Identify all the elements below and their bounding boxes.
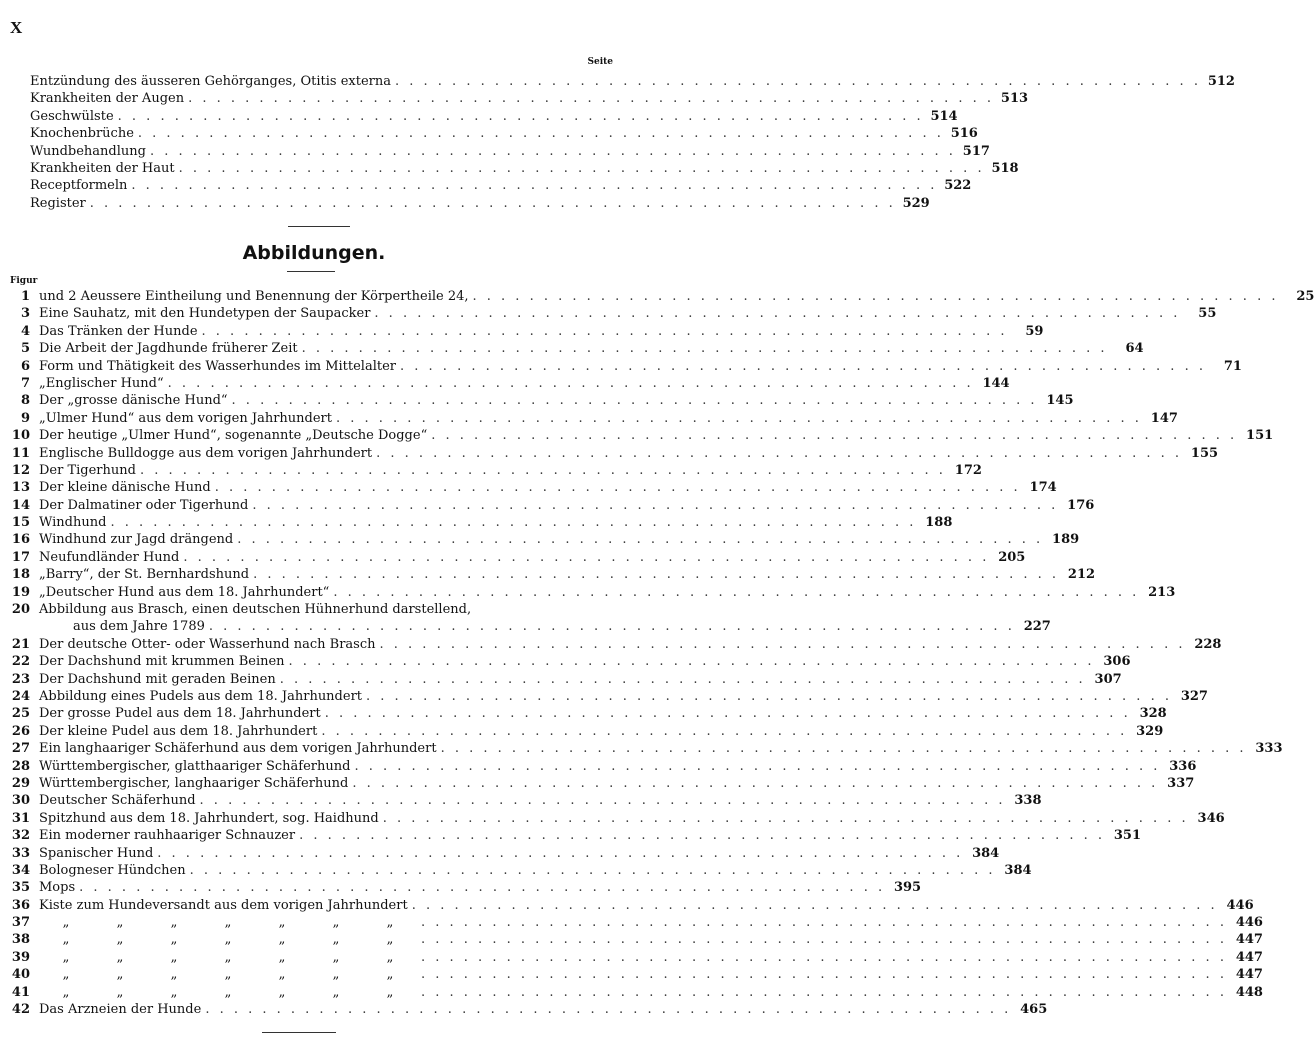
dot-leader: . . . . . . . . . . . . . . . . . . . . . . . . . . . . . . . . . . . . . . . . . . . . . . . . . . . . . . . . .: [431, 428, 1238, 444]
figure-number: 25: [11, 706, 30, 722]
figure-title: Windhund: [39, 515, 107, 531]
figure-page: 446: [1235, 915, 1263, 931]
figure-page: 336: [1169, 758, 1197, 774]
dot-leader: . . . . . . . . . . . . . . . . . . . . . . . . . . . . . . . . . . . . . . . . . . . . . . . . . . . . . . . . .: [149, 143, 956, 159]
dot-leader: . . . . . . . . . . . . . . . . . . . . . . . . . . . . . . . . . . . . . . . . . . . . . . . . . . . . . . . . .: [301, 341, 1108, 357]
figure-title: Deutscher Schäferhund: [39, 793, 196, 809]
figure-number: 8: [20, 393, 30, 409]
dot-leader: . . . . . . . . . . . . . . . . . . . . . . . . . . . . . . . . . . . . . . . . . . . . . . . . . . . . . . . . .: [253, 567, 1060, 583]
figure-entry: [8, 654, 1131, 671]
figure-page: 64: [1125, 341, 1144, 357]
figure-entry: [8, 758, 1197, 776]
dot-leader: . . . . . . . . . . . . . . . . . . . . . . . . . . . . . . . . . . . . . . . . . . . . . . . . . . . . . . . . .: [139, 462, 946, 478]
dot-leader: . . . . . . . . . . . . . . . . . . . . . . . . . . . . . . . . . . . . . . . . . . . . . . . . . . . . . . . . .: [188, 91, 995, 107]
toc-entry: [30, 178, 972, 195]
figure-entry: [8, 845, 1000, 863]
figure-entry: [8, 341, 1144, 358]
figure-title: Der Dachshund mit geraden Beinen: [39, 671, 276, 687]
figure-entry: [8, 480, 1057, 497]
dot-leader: . . . . . . . . . . . . . . . . . . . . . . . . . . . . . . . . . . . . . . . . . . . . . . . . . . . . . . . . .: [411, 897, 1218, 913]
ditto-mark: „: [224, 984, 232, 1000]
figure-number: 27: [11, 741, 30, 757]
figure-number: 7: [20, 375, 30, 391]
figure-title: Abbildung aus Brasch, einen deutschen Hühnerhund darstellend,: [39, 602, 472, 618]
figure-title: Mops: [39, 880, 76, 896]
figure-entry: [8, 306, 1217, 323]
figure-number: 29: [11, 775, 30, 791]
dot-leader: . . . . . . . . . . . . . . . . . . . . . . . . . . . . . . . . . . . . . . . . . . . . . . . . . . . . . . . . .: [400, 358, 1206, 374]
dot-leader: . . . . . . . . . . . . . . . . . . . . . . . . . . . . . . . . . . . . . . . . . . . . . . . . . . . . . . . . .: [79, 880, 886, 896]
ditto-mark: „: [116, 932, 124, 948]
figure-page: 384: [972, 845, 1000, 861]
dot-leader: . . . . . . . . . . . . . . . . . . . . . . . . . . . . . . . . . . . . . . . . . . . . . . . . . . . . . . . . .: [199, 793, 1006, 809]
dot-leader: . . . . . . . . . . . . . . . . . . . . . . . . . . . . . . . . . . . . . . . . . . . . . . . . . . . . . . . . .: [333, 584, 1140, 600]
figure-number: 40: [11, 967, 30, 983]
dot-leader: . . . . . . . . . . . . . . . . . . . . . . . . . . . . . . . . . . . . . . . . . . . . . . . . . . . . . . . . .: [366, 688, 1172, 704]
figure-page: 227: [1023, 619, 1051, 635]
figure-number: 33: [11, 845, 30, 861]
ditto-mark: „: [170, 932, 178, 948]
ditto-mark: „: [62, 932, 70, 948]
figure-title: Windhund zur Jagd drängend: [39, 532, 234, 548]
ditto-mark: „: [224, 949, 232, 965]
toc-entry: [30, 126, 978, 143]
ditto-mark: „: [170, 984, 178, 1000]
figure-number: 10: [11, 428, 30, 444]
dot-leader: . . . . . . . . . . . . . . . . . . . . . . . . . . . . . . . . . . . . . . . . . . . . . . . . . . . . . . . . .: [178, 160, 985, 176]
figure-number: 20: [11, 602, 30, 618]
ditto-mark: „: [224, 967, 232, 983]
ditto-mark: „: [332, 967, 340, 983]
ditto-mark: „: [278, 949, 286, 965]
toc-entry: [30, 74, 1235, 91]
figure-entry: [8, 706, 1167, 723]
dot-leader: . . . . . . . . . . . . . . . . . . . . . . . . . . . . . . . . . . . . . . . . . . . . . . . . . . . . . . . . .: [252, 497, 1059, 513]
toc-entry-title: Receptformeln: [30, 178, 128, 194]
figure-page: 188: [925, 515, 953, 531]
ditto-mark: „: [386, 932, 394, 948]
toc-entry: [30, 91, 1029, 108]
figure-page: 189: [1052, 532, 1080, 548]
ditto-mark: „: [224, 915, 232, 931]
toc-entry-page: 529: [902, 195, 930, 211]
figure-title: Ein langhaariger Schäferhund aus dem vorigen Jahrhundert: [39, 741, 437, 757]
dot-leader: . . . . . . . . . . . . . . . . . . . . . . . . . . . . . . . . . . . . . . . . . . . . . . . . . . . . . . . . .: [472, 289, 1279, 304]
figure-entry: [8, 915, 1263, 932]
figure-number: 23: [11, 671, 30, 687]
ditto-marks: [39, 915, 417, 930]
toc-entry-page: 513: [1000, 91, 1029, 107]
ditto-mark: „: [62, 949, 70, 965]
toc-entry-page: 518: [991, 160, 1019, 176]
figure-number: 22: [11, 654, 30, 670]
figure-page: 145: [1046, 393, 1074, 409]
figure-entry: [8, 497, 1095, 515]
dot-leader: . . . . . . . . . . . . . . . . . . . . . . . . . . . . . . . . . . . . . . . . . . . . . . . . . . . . . . . . .: [208, 619, 1015, 635]
figure-entry: [8, 602, 613, 619]
figure-page: 59: [1025, 323, 1044, 339]
figure-page: 329: [1136, 723, 1164, 739]
toc-entry-title: Entzündung des äusseren Gehörganges, Otitis externa: [30, 74, 391, 89]
figure-entry: [8, 567, 1096, 584]
figure-entry: [8, 636, 1222, 654]
figure-number: 6: [20, 358, 30, 374]
figure-number: 34: [11, 862, 30, 878]
figure-page: 55: [1198, 306, 1217, 322]
ditto-mark: „: [332, 949, 340, 965]
dot-leader: . . . . . . . . . . . . . . . . . . . . . . . . . . . . . . . . . . . . . . . . . . . . . . . . . . . . . . . . .: [421, 915, 1227, 931]
figure-page: 71: [1223, 358, 1242, 374]
figure-number: 35: [11, 880, 30, 896]
figure-number: 26: [11, 723, 30, 739]
dot-leader: . . . . . . . . . . . . . . . . . . . . . . . . . . . . . . . . . . . . . . . . . . . . . . . . . . . . . . . . .: [279, 671, 1086, 687]
figure-page: 176: [1067, 497, 1095, 513]
figure-number: 3: [20, 306, 30, 322]
toc-entry-page: 512: [1207, 74, 1235, 89]
figure-number: 4: [20, 323, 30, 339]
toc-entry: [30, 108, 958, 126]
figure-entry: [8, 375, 1010, 393]
figure-number: 31: [11, 810, 30, 826]
dot-leader: . . . . . . . . . . . . . . . . . . . . . . . . . . . . . . . . . . . . . . . . . . . . . . . . . . . . . . . . .: [117, 108, 924, 124]
ditto-mark: „: [386, 949, 394, 965]
figure-title: Württembergischer, glatthaariger Schäferhund: [39, 758, 351, 774]
figure-title: „Englischer Hund“: [39, 375, 164, 391]
dot-leader: . . . . . . . . . . . . . . . . . . . . . . . . . . . . . . . . . . . . . . . . . . . . . . . . . . . . . . . . .: [137, 126, 944, 142]
figure-entry: [8, 445, 1219, 463]
figure-page: 155: [1190, 445, 1219, 461]
figure-title: „Barry“, der St. Bernhardshund: [39, 567, 250, 583]
figure-title: Neufundländer Hund: [39, 549, 180, 565]
figure-entry: [8, 428, 1274, 445]
figure-entry: [8, 828, 1142, 845]
dot-leader: . . . . . . . . . . . . . . . . . . . . . . . . . . . . . . . . . . . . . . . . . . . . . . . . . . . . . . . . .: [382, 810, 1189, 826]
figure-title: Bologneser Hündchen: [39, 862, 186, 878]
figure-title: Form und Thätigkeit des Wasserhundes im Mittelalter: [39, 358, 397, 374]
dot-leader: . . . . . . . . . . . . . . . . . . . . . . . . . . . . . . . . . . . . . . . . . . . . . . . . . . . . . . . . .: [157, 845, 964, 861]
figure-number: 37: [11, 915, 30, 931]
ditto-mark: „: [278, 967, 286, 983]
figure-title: Die Arbeit der Jagdhunde früherer Zeit: [39, 341, 298, 357]
dot-leader: . . . . . . . . . . . . . . . . . . . . . . . . . . . . . . . . . . . . . . . . . . . . . . . . . . . . . . . . .: [335, 410, 1142, 426]
dot-leader: . . . . . . . . . . . . . . . . . . . . . . . . . . . . . . . . . . . . . . . . . . . . . . . . . . . . . . . . .: [214, 480, 1021, 496]
figure-entry: [8, 984, 1263, 1002]
figure-page: 172: [954, 462, 982, 478]
figure-number: 12: [11, 462, 30, 478]
figure-number: 30: [11, 793, 30, 809]
ditto-mark: „: [278, 932, 286, 948]
dot-leader: . . . . . . . . . . . . . . . . . . . . . . . . . . . . . . . . . . . . . . . . . . . . . . . . . . . . . . . . .: [167, 375, 974, 391]
figure-title: Abbildung eines Pudels aus dem 18. Jahrhundert: [39, 688, 363, 704]
ditto-marks: [39, 932, 417, 947]
page-number: X: [10, 18, 23, 37]
figure-page: 338: [1014, 793, 1042, 809]
ditto-mark: „: [224, 932, 232, 948]
dot-leader: . . . . . . . . . . . . . . . . . . . . . . . . . . . . . . . . . . . . . . . . . . . . . . . . . . . . . . . . .: [299, 828, 1106, 844]
figure-page: 395: [893, 880, 922, 896]
figure-title: Der Tigerhund: [39, 462, 136, 478]
figure-number: 19: [11, 584, 30, 600]
toc-entry-title: Krankheiten der Augen: [30, 91, 185, 107]
dot-leader: . . . . . . . . . . . . . . . . . . . . . . . . . . . . . . . . . . . . . . . . . . . . . . . . . . . . . . . . .: [89, 195, 896, 211]
figure-title: Ein moderner rauhhaariger Schnauzer: [39, 828, 296, 844]
figure-title: Der deutsche Otter- oder Wasserhund nach Brasch: [39, 636, 376, 652]
ditto-marks: [39, 967, 417, 982]
figure-number: 18: [11, 567, 30, 583]
figure-page: 228: [1194, 636, 1222, 652]
figure-title: Der „grosse dänische Hund“: [39, 393, 228, 409]
figure-page: 351: [1113, 828, 1142, 844]
ditto-mark: „: [386, 984, 394, 1000]
figure-entry: [8, 775, 1195, 793]
figure-entry: [8, 688, 1208, 706]
dot-leader: . . . . . . . . . . . . . . . . . . . . . . . . . . . . . . . . . . . . . . . . . . . . . . . . . . . . . . . . .: [231, 393, 1038, 409]
toc-entry: [30, 160, 1019, 178]
figure-title: Spanischer Hund: [39, 845, 154, 861]
figure-title: „Ulmer Hund“ aus dem vorigen Jahrhundert: [39, 410, 332, 426]
figure-title-continued: aus dem Jahre 1789: [73, 619, 205, 635]
figure-title: Württembergischer, langhaariger Schäferhund: [39, 775, 349, 791]
dot-leader: . . . . . . . . . . . . . . . . . . . . . . . . . . . . . . . . . . . . . . . . . . . . . . . . . . . . . . . . .: [131, 178, 938, 194]
figure-page: 446: [1226, 897, 1254, 913]
figure-number: 14: [11, 497, 30, 513]
figure-entry: [8, 810, 1225, 828]
figure-number: 16: [11, 532, 30, 548]
ditto-mark: „: [62, 984, 70, 1000]
dot-leader: . . . . . . . . . . . . . . . . . . . . . . . . . . . . . . . . . . . . . . . . . . . . . . . . . . . . . . . . .: [189, 862, 996, 878]
toc-entry-page: 516: [950, 126, 978, 142]
ditto-mark: „: [116, 915, 124, 931]
figure-entry: [8, 897, 1254, 915]
figure-page: 448: [1235, 984, 1263, 1000]
ditto-mark: „: [62, 967, 70, 983]
table-of-contents: [30, 74, 1235, 213]
figure-number: 17: [11, 549, 30, 565]
figure-page: 333: [1255, 741, 1283, 757]
figure-entry: [8, 1002, 1048, 1019]
toc-entry-page: 514: [930, 108, 958, 124]
figure-title: Kiste zum Hundeversandt aus dem vorigen Jahrhundert: [39, 897, 408, 913]
dot-leader: . . . . . . . . . . . . . . . . . . . . . . . . . . . . . . . . . . . . . . . . . . . . . . . . . . . . . . . . .: [352, 775, 1159, 791]
end-rule: [262, 1032, 336, 1033]
figure-page: 205: [998, 549, 1026, 565]
figure-title: Eine Sauhatz, mit den Hundetypen der Saupacker: [39, 306, 371, 322]
toc-entry-title: Wundbehandlung: [30, 143, 146, 159]
toc-entry: [30, 143, 990, 161]
figure-entry: [8, 410, 1178, 428]
ditto-mark: „: [170, 967, 178, 983]
figure-entry: [8, 967, 1263, 984]
dot-leader: . . . . . . . . . . . . . . . . . . . . . . . . . . . . . . . . . . . . . . . . . . . . . . . . . . . . . . . . .: [374, 306, 1181, 322]
figure-page: 174: [1029, 480, 1057, 496]
figure-entry: [8, 584, 1176, 602]
toc-entry-page: 522: [944, 178, 972, 194]
figure-title: „Deutscher Hund aus dem 18. Jahrhundert“: [39, 584, 330, 600]
figure-page: 465: [1020, 1002, 1048, 1018]
figure-page: 447: [1235, 932, 1263, 948]
figure-entry: [8, 323, 1044, 341]
figure-number: 5: [20, 341, 30, 357]
figure-entry: [8, 515, 953, 532]
dot-leader: . . . . . . . . . . . . . . . . . . . . . . . . . . . . . . . . . . . . . . . . . . . . . . . . . . . . . . . . .: [421, 984, 1227, 1000]
dot-leader: . . . . . . . . . . . . . . . . . . . . . . . . . . . . . . . . . . . . . . . . . . . . . . . . . . . . . . . . .: [376, 445, 1183, 461]
figure-page: 306: [1103, 654, 1131, 670]
ditto-mark: „: [170, 915, 178, 931]
toc-entry-title: Krankheiten der Haut: [30, 160, 175, 176]
ditto-mark: „: [278, 915, 286, 931]
ditto-mark: „: [116, 984, 124, 1000]
figure-entry-continuation: [8, 619, 1051, 636]
figure-page: 147: [1150, 410, 1178, 426]
figure-title: Das Tränken der Hunde: [39, 323, 198, 339]
figure-entry: [8, 671, 1122, 689]
figure-page: 447: [1235, 967, 1263, 983]
figure-page: 212: [1067, 567, 1096, 583]
figure-page: 337: [1167, 775, 1195, 791]
divider-rule: [288, 226, 350, 227]
dot-leader: . . . . . . . . . . . . . . . . . . . . . . . . . . . . . . . . . . . . . . . . . . . . . . . . . . . . . . . . .: [321, 723, 1128, 739]
figure-entry: [8, 741, 1283, 758]
dot-leader: . . . . . . . . . . . . . . . . . . . . . . . . . . . . . . . . . . . . . . . . . . . . . . . . . . . . . . . . .: [288, 654, 1095, 670]
figure-title: Der grosse Pudel aus dem 18. Jahrhundert: [39, 706, 321, 722]
figure-page: 346: [1197, 810, 1225, 826]
figure-page: 384: [1004, 862, 1032, 878]
figure-title: Der heutige „Ulmer Hund“, sogenannte „Deutsche Dogge“: [39, 428, 428, 444]
figure-title: Der kleine dänische Hund: [39, 480, 211, 496]
ditto-mark: „: [386, 915, 394, 931]
figure-number: 42: [11, 1002, 30, 1018]
figure-page: 327: [1180, 688, 1208, 704]
figure-page: 151: [1246, 428, 1274, 444]
figure-entry: [8, 932, 1263, 949]
dot-leader: . . . . . . . . . . . . . . . . . . . . . . . . . . . . . . . . . . . . . . . . . . . . . . . . . . . . . . . . .: [421, 932, 1227, 948]
ditto-mark: „: [386, 967, 394, 983]
figure-title: und 2 Aeussere Eintheilung und Benennung der Körpertheile 24,: [39, 289, 469, 304]
figure-page: 25: [1296, 289, 1314, 304]
ditto-mark: „: [116, 949, 124, 965]
dot-leader: . . . . . . . . . . . . . . . . . . . . . . . . . . . . . . . . . . . . . . . . . . . . . . . . . . . . . . . . .: [421, 949, 1227, 965]
dot-leader: . . . . . . . . . . . . . . . . . . . . . . . . . . . . . . . . . . . . . . . . . . . . . . . . . . . . . . . . .: [110, 515, 917, 531]
toc-entry-page: 517: [962, 143, 990, 159]
figure-number: 21: [11, 636, 30, 652]
figure-number: 11: [11, 445, 30, 461]
toc-entry-title: Knochenbrüche: [30, 126, 134, 142]
figure-number: 24: [11, 688, 30, 704]
ditto-mark: „: [332, 915, 340, 931]
figure-number: 41: [11, 984, 30, 1000]
dot-leader: . . . . . . . . . . . . . . . . . . . . . . . . . . . . . . . . . . . . . . . . . . . . . . . . . . . . . . . . .: [379, 636, 1186, 652]
toc-entry: [30, 195, 930, 213]
dot-leader: . . . . . . . . . . . . . . . . . . . . . . . . . . . . . . . . . . . . . . . . . . . . . . . . . . . . . . . . .: [237, 532, 1044, 548]
figure-entry: [8, 289, 1314, 306]
figure-entry: [8, 462, 982, 480]
figure-entry: [8, 949, 1263, 967]
figure-entry: [8, 880, 922, 897]
toc-entry-title: Geschwülste: [30, 108, 114, 124]
ditto-mark: „: [116, 967, 124, 983]
figure-title: Der Dachshund mit krummen Beinen: [39, 654, 285, 670]
figure-title: Der kleine Pudel aus dem 18. Jahrhundert: [39, 723, 318, 739]
ditto-marks: [39, 985, 417, 1000]
heading-underline: [287, 271, 335, 272]
dot-leader: . . . . . . . . . . . . . . . . . . . . . . . . . . . . . . . . . . . . . . . . . . . . . . . . . . . . . . . . .: [395, 74, 1201, 89]
figure-number: 36: [11, 897, 30, 913]
figure-number: 9: [20, 410, 30, 426]
figure-entry: [8, 358, 1242, 376]
figure-page: 307: [1094, 671, 1122, 687]
figure-title: Der Dalmatiner oder Tigerhund: [39, 497, 249, 513]
figure-page: 328: [1139, 706, 1167, 722]
figure-entry: [8, 549, 1026, 567]
seite-label: Seite: [587, 57, 613, 67]
figure-number: 13: [11, 480, 30, 496]
figure-list: [8, 289, 1314, 1019]
ditto-mark: „: [170, 949, 178, 965]
figure-page: 144: [982, 375, 1010, 391]
figure-entry: [8, 862, 1032, 880]
ditto-mark: „: [278, 984, 286, 1000]
figure-number: 1: [20, 289, 30, 304]
figure-title: Englische Bulldogge aus dem vorigen Jahrhundert: [39, 445, 373, 461]
figure-number: 15: [11, 515, 30, 531]
dot-leader: . . . . . . . . . . . . . . . . . . . . . . . . . . . . . . . . . . . . . . . . . . . . . . . . . . . . . . . . .: [324, 706, 1131, 722]
ditto-mark: „: [62, 915, 70, 931]
figure-number: 38: [11, 932, 30, 948]
ditto-marks: [39, 950, 417, 965]
figure-number: 39: [11, 949, 30, 965]
figure-title: Das Arzneien der Hunde: [39, 1002, 202, 1018]
figur-label: Figur: [10, 276, 38, 286]
dot-leader: . . . . . . . . . . . . . . . . . . . . . . . . . . . . . . . . . . . . . . . . . . . . . . . . . . . . . . . . .: [421, 967, 1227, 983]
section-heading: Abbildungen.: [242, 242, 386, 264]
dot-leader: . . . . . . . . . . . . . . . . . . . . . . . . . . . . . . . . . . . . . . . . . . . . . . . . . . . . . . . . .: [201, 323, 1008, 339]
ditto-mark: „: [332, 932, 340, 948]
dot-leader: . . . . . . . . . . . . . . . . . . . . . . . . . . . . . . . . . . . . . . . . . . . . . . . . . . . . . . . . .: [183, 549, 990, 565]
figure-title: Spitzhund aus dem 18. Jahrhundert, sog. Haidhund: [39, 810, 379, 826]
figure-entry: [8, 393, 1074, 410]
figure-entry: [8, 532, 1080, 549]
figure-number: 28: [11, 758, 30, 774]
figure-entry: [8, 793, 1042, 810]
figure-page: 213: [1148, 584, 1176, 600]
dot-leader: . . . . . . . . . . . . . . . . . . . . . . . . . . . . . . . . . . . . . . . . . . . . . . . . . . . . . . . . .: [354, 758, 1161, 774]
dot-leader: . . . . . . . . . . . . . . . . . . . . . . . . . . . . . . . . . . . . . . . . . . . . . . . . . . . . . . . . .: [440, 741, 1247, 757]
figure-entry: [8, 723, 1164, 741]
figure-number: 32: [11, 828, 30, 844]
figure-page: 447: [1235, 949, 1263, 965]
ditto-mark: „: [332, 984, 340, 1000]
toc-entry-title: Register: [30, 195, 86, 211]
dot-leader: . . . . . . . . . . . . . . . . . . . . . . . . . . . . . . . . . . . . . . . . . . . . . . . . . . . . . . . . .: [205, 1002, 1012, 1018]
